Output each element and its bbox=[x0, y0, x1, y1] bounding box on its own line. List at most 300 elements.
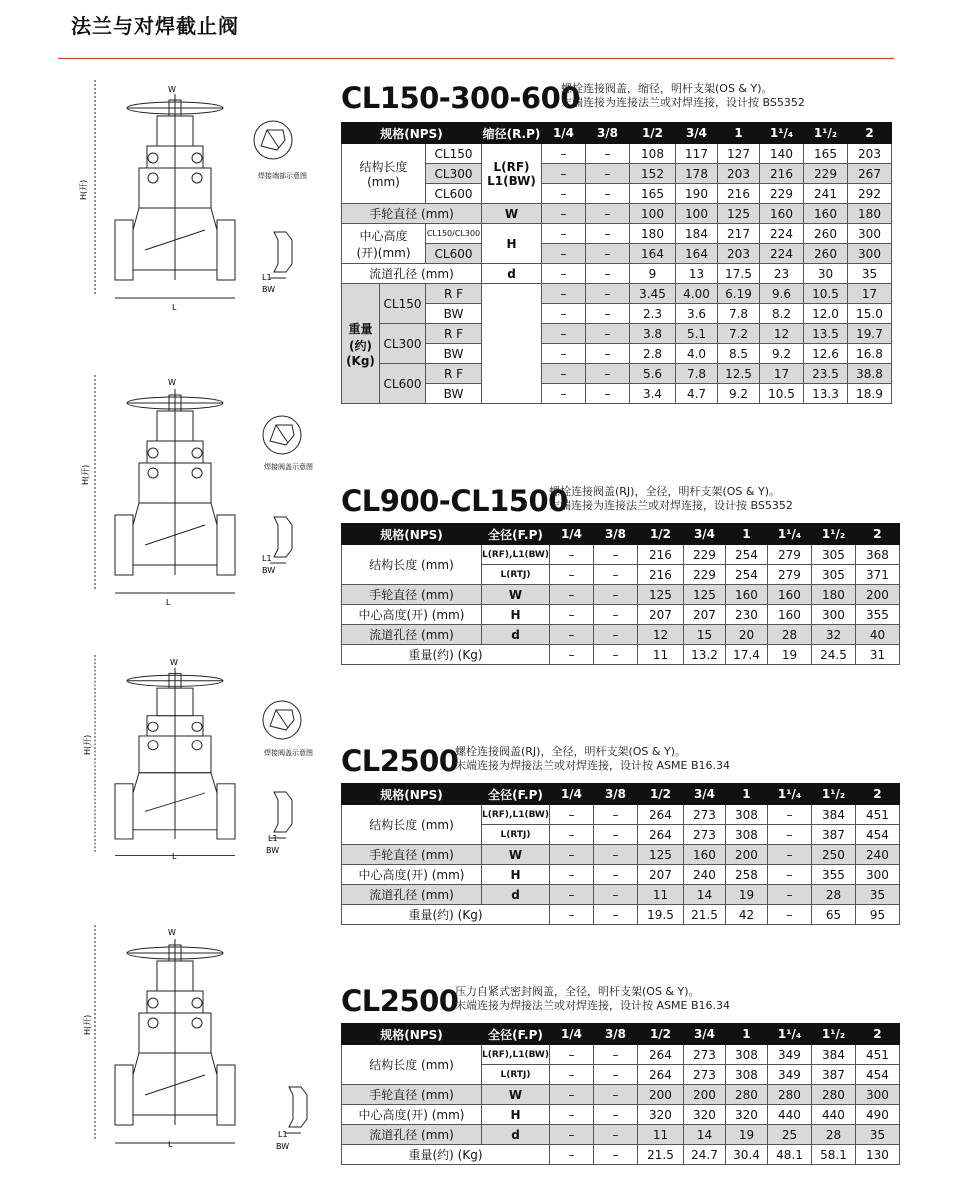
weld-note-label: 焊接阀盖示意图 bbox=[264, 749, 313, 757]
table-cell: 229 bbox=[683, 565, 725, 585]
table-cell: 3.8 bbox=[630, 324, 676, 344]
table-cell: 260 bbox=[804, 224, 848, 244]
header-size: 1 bbox=[718, 123, 760, 144]
dim-bw-label: BW bbox=[266, 846, 280, 855]
table-cell: 203 bbox=[718, 164, 760, 184]
table-cell: 手轮直径 (mm) bbox=[342, 1085, 482, 1105]
table-cell: 28 bbox=[811, 1125, 855, 1145]
table-row bbox=[342, 144, 892, 164]
header-cell: 2 bbox=[855, 524, 899, 545]
table-cell: – bbox=[549, 625, 593, 645]
header-cell: 3/8 bbox=[593, 784, 637, 805]
table-cell: 368 bbox=[855, 545, 899, 565]
table-cell: L(RTJ) bbox=[482, 565, 550, 585]
table-cell: d bbox=[482, 264, 542, 284]
table-cell: 9 bbox=[630, 264, 676, 284]
table-cell: 10.5 bbox=[804, 284, 848, 304]
model-title: CL900-CL1500 bbox=[341, 484, 568, 518]
table-cell: – bbox=[549, 865, 593, 885]
table-cell: 451 bbox=[855, 1045, 899, 1065]
valve-drawing-1 bbox=[0, 80, 330, 310]
table-cell: 100 bbox=[630, 204, 676, 224]
table-cell: 58.1 bbox=[811, 1145, 855, 1165]
table-cell: – bbox=[593, 565, 637, 585]
weld-note-label: 焊接端部示意图 bbox=[258, 172, 307, 180]
table-cell: 15.0 bbox=[848, 304, 892, 324]
table-cell: L(RF),L1(BW) bbox=[482, 805, 550, 825]
table-cell: 308 bbox=[725, 1045, 767, 1065]
header-cell: 1¹/₂ bbox=[811, 784, 855, 805]
row-label: 重量 (约) (Kg) bbox=[342, 284, 380, 404]
table-cell: 160 bbox=[804, 204, 848, 224]
table-cell: d bbox=[482, 625, 550, 645]
table-cell: 300 bbox=[811, 605, 855, 625]
table-cell: 28 bbox=[767, 625, 811, 645]
header-cell: 1¹/₂ bbox=[811, 524, 855, 545]
desc-line-2: 末端连接为连接法兰或对焊连接，设计按 BS5352 bbox=[549, 499, 793, 512]
table-cell: 30 bbox=[804, 264, 848, 284]
header-cell: 1 bbox=[725, 1024, 767, 1045]
table-cell: 140 bbox=[760, 144, 804, 164]
table-cell: H bbox=[482, 1105, 550, 1125]
header-cell: 1 bbox=[725, 784, 767, 805]
table-cell: – bbox=[586, 204, 630, 224]
table-cell: 中心高度(开) (mm) bbox=[342, 1105, 482, 1125]
table-cell: – bbox=[549, 1085, 593, 1105]
table-row bbox=[342, 905, 900, 925]
table-cell: 13.5 bbox=[804, 324, 848, 344]
table-cell: – bbox=[542, 344, 586, 364]
table-row bbox=[342, 585, 900, 605]
table-cell: 重量(约) (Kg) bbox=[342, 905, 550, 925]
table-cell: BW bbox=[426, 344, 482, 364]
table-row bbox=[342, 284, 892, 304]
table-cell: 300 bbox=[848, 244, 892, 264]
table-cell: 17.4 bbox=[725, 645, 767, 665]
page-title: 法兰与对焊截止阀 bbox=[71, 14, 239, 38]
table-cell: R F bbox=[426, 284, 482, 304]
header-cell: 全径(F.P) bbox=[482, 524, 550, 545]
table-cell: 9.2 bbox=[760, 344, 804, 364]
table-cell: – bbox=[586, 344, 630, 364]
table-cell: 308 bbox=[725, 805, 767, 825]
table-cell: – bbox=[549, 1145, 593, 1165]
table-cell: 320 bbox=[637, 1105, 683, 1125]
table-cell: 108 bbox=[630, 144, 676, 164]
table-cell: 264 bbox=[637, 1045, 683, 1065]
table-cell: 230 bbox=[725, 605, 767, 625]
table-cell: – bbox=[593, 545, 637, 565]
table-cell: 125 bbox=[718, 204, 760, 224]
table-cell: 12 bbox=[637, 625, 683, 645]
table-cell: 207 bbox=[683, 605, 725, 625]
table-cell: – bbox=[586, 364, 630, 384]
table-cell: 451 bbox=[855, 805, 899, 825]
table-cell: – bbox=[593, 585, 637, 605]
table-cell: 中心高度(开) (mm) bbox=[342, 865, 482, 885]
table-cell: 200 bbox=[683, 1085, 725, 1105]
table-cell: – bbox=[593, 805, 637, 825]
table-cell: 164 bbox=[630, 244, 676, 264]
table-cell: W bbox=[482, 585, 550, 605]
valve-drawing-2 bbox=[0, 375, 330, 605]
table-cell: – bbox=[586, 324, 630, 344]
table-cell: – bbox=[549, 645, 593, 665]
table-cell: 160 bbox=[767, 585, 811, 605]
header-cell: 1/2 bbox=[637, 784, 683, 805]
table-cell: 12 bbox=[760, 324, 804, 344]
table-cell: – bbox=[593, 1105, 637, 1125]
table-cell: 264 bbox=[637, 825, 683, 845]
table-cell: 279 bbox=[767, 545, 811, 565]
table-row bbox=[342, 1105, 900, 1125]
table-cell: 9.6 bbox=[760, 284, 804, 304]
table-cell: – bbox=[542, 144, 586, 164]
table-cell: – bbox=[542, 384, 586, 404]
table-row bbox=[342, 1085, 900, 1105]
table-row bbox=[342, 645, 900, 665]
table-cell: 490 bbox=[855, 1105, 899, 1125]
table-cell: 320 bbox=[683, 1105, 725, 1125]
table-cell: 165 bbox=[630, 184, 676, 204]
table-cell: 65 bbox=[811, 905, 855, 925]
table-cell: – bbox=[593, 885, 637, 905]
header-size: 3/8 bbox=[586, 123, 630, 144]
table-cell: – bbox=[767, 805, 811, 825]
table-cell: 流道孔径 (mm) bbox=[342, 885, 482, 905]
table-cell: 7.8 bbox=[676, 364, 718, 384]
table-cell: – bbox=[593, 825, 637, 845]
desc-line-1: 螺栓连接阀盖(RJ)，全径，明杆支架(OS & Y)。 bbox=[455, 745, 686, 758]
table-cell: 15 bbox=[683, 625, 725, 645]
class-label: CL600 bbox=[426, 244, 482, 264]
model-title: CL150-300-600 bbox=[341, 81, 580, 115]
table-cell: 6.19 bbox=[718, 284, 760, 304]
header-nps: 规格(NPS) bbox=[342, 123, 482, 144]
header-cell: 规格(NPS) bbox=[342, 784, 482, 805]
table-cell: W bbox=[482, 845, 550, 865]
class-label: CL150 bbox=[380, 284, 426, 324]
table-cell: – bbox=[542, 184, 586, 204]
table-cell: 280 bbox=[725, 1085, 767, 1105]
table-row bbox=[342, 545, 900, 565]
table-cell: W bbox=[482, 1085, 550, 1105]
table-cell: 38.8 bbox=[848, 364, 892, 384]
class-label: CL300 bbox=[426, 164, 482, 184]
table-cell: H bbox=[482, 224, 542, 264]
row-label: 结构长度 (mm) bbox=[342, 144, 426, 204]
table-cell: 264 bbox=[637, 805, 683, 825]
table-cell: – bbox=[593, 845, 637, 865]
table-cell: 320 bbox=[725, 1105, 767, 1125]
table-cell: 12.6 bbox=[804, 344, 848, 364]
table-cell: 30.4 bbox=[725, 1145, 767, 1165]
table-row bbox=[342, 224, 892, 244]
table-cell: 200 bbox=[855, 585, 899, 605]
class-label: CL300 bbox=[380, 324, 426, 364]
header-cell: 1/2 bbox=[637, 524, 683, 545]
table-cell: 355 bbox=[811, 865, 855, 885]
table-cell: 254 bbox=[725, 565, 767, 585]
table-cell: 结构长度 (mm) bbox=[342, 545, 482, 585]
table-cell: 中心高度(开) (mm) bbox=[342, 605, 482, 625]
table-cell: 7.2 bbox=[718, 324, 760, 344]
table-cell: 308 bbox=[725, 825, 767, 845]
table-cell: 3.6 bbox=[676, 304, 718, 324]
header-cell: 3/8 bbox=[593, 1024, 637, 1045]
row-label: 中心高度 (开)(mm) bbox=[342, 224, 426, 264]
model-title: CL2500 bbox=[341, 984, 459, 1018]
table-cell: 8.2 bbox=[760, 304, 804, 324]
dim-l1-label: L1 bbox=[262, 273, 272, 282]
table-cell: – bbox=[593, 1125, 637, 1145]
header-cell: 全径(F.P) bbox=[482, 1024, 550, 1045]
table-cell: 305 bbox=[811, 565, 855, 585]
table-cell: 160 bbox=[760, 204, 804, 224]
table-cell: 164 bbox=[676, 244, 718, 264]
table-cell: R F bbox=[426, 364, 482, 384]
table-cell: 2.8 bbox=[630, 344, 676, 364]
header-cell: 2 bbox=[855, 1024, 899, 1045]
dim-l-label: L bbox=[166, 598, 171, 605]
table-cell: 260 bbox=[804, 244, 848, 264]
table-cell: – bbox=[549, 805, 593, 825]
table-cell: – bbox=[593, 1065, 637, 1085]
table-cell: – bbox=[549, 565, 593, 585]
table-cell: 19.5 bbox=[637, 905, 683, 925]
table-cell: 手轮直径 (mm) bbox=[342, 585, 482, 605]
table-cell: 28 bbox=[811, 885, 855, 905]
table-row bbox=[342, 885, 900, 905]
table-cell: 250 bbox=[811, 845, 855, 865]
table-cell: 24.7 bbox=[683, 1145, 725, 1165]
table-cell: – bbox=[549, 605, 593, 625]
dim-h-label: H(开) bbox=[81, 464, 90, 485]
table-row bbox=[342, 605, 900, 625]
table-cell: – bbox=[586, 284, 630, 304]
table-cell: 200 bbox=[637, 1085, 683, 1105]
table-row bbox=[342, 805, 900, 825]
table-cell: 203 bbox=[848, 144, 892, 164]
table-cell: 180 bbox=[630, 224, 676, 244]
table-cell: 229 bbox=[760, 184, 804, 204]
table-cell: BW bbox=[426, 304, 482, 324]
header-cell: 1 bbox=[725, 524, 767, 545]
table-cell: – bbox=[549, 905, 593, 925]
table-cell: – bbox=[767, 845, 811, 865]
table-cell: – bbox=[586, 264, 630, 284]
weld-note-label: 焊接阀盖示意图 bbox=[264, 463, 313, 471]
dim-l1-label: L1 bbox=[268, 834, 278, 843]
dim-w-label: W bbox=[168, 85, 176, 94]
table-cell: 300 bbox=[855, 1085, 899, 1105]
table-cell: 10.5 bbox=[760, 384, 804, 404]
table-cell: – bbox=[542, 224, 586, 244]
table-cell: 454 bbox=[855, 825, 899, 845]
dim-w-label: W bbox=[170, 658, 178, 667]
header-cell: 3/4 bbox=[683, 1024, 725, 1045]
table-cell: – bbox=[549, 845, 593, 865]
table-cell: 13.3 bbox=[804, 384, 848, 404]
table-cell: – bbox=[767, 885, 811, 905]
table-cell: 117 bbox=[676, 144, 718, 164]
table-cell: 23 bbox=[760, 264, 804, 284]
table-cell: 160 bbox=[683, 845, 725, 865]
table-cell: d bbox=[482, 885, 550, 905]
table-cell: 17 bbox=[760, 364, 804, 384]
table-cell: 21.5 bbox=[637, 1145, 683, 1165]
dim-h-label: H(开) bbox=[79, 179, 88, 200]
table-cell: 240 bbox=[683, 865, 725, 885]
header-cell: 1¹/₄ bbox=[767, 784, 811, 805]
table-cell: 3.4 bbox=[630, 384, 676, 404]
table-cell: 25 bbox=[767, 1125, 811, 1145]
table-cell: 4.7 bbox=[676, 384, 718, 404]
table-cell: 349 bbox=[767, 1045, 811, 1065]
table-cell: 手轮直径 (mm) bbox=[342, 845, 482, 865]
table-cell: 35 bbox=[855, 1125, 899, 1145]
table-cell: 216 bbox=[637, 545, 683, 565]
table-cell: 11 bbox=[637, 645, 683, 665]
table-cell: – bbox=[549, 1065, 593, 1085]
table-cell: 流道孔径 (mm) bbox=[342, 1125, 482, 1145]
table-cell: 12.0 bbox=[804, 304, 848, 324]
table-cell: 19 bbox=[725, 1125, 767, 1145]
table-cell: 165 bbox=[804, 144, 848, 164]
table-cell: – bbox=[542, 244, 586, 264]
table-cell: 280 bbox=[767, 1085, 811, 1105]
table-cell: – bbox=[549, 1045, 593, 1065]
table-cell: 229 bbox=[683, 545, 725, 565]
table-cell: – bbox=[542, 364, 586, 384]
header-row bbox=[342, 123, 892, 144]
table-cell: 5.6 bbox=[630, 364, 676, 384]
table-cell: 152 bbox=[630, 164, 676, 184]
table-cell: – bbox=[542, 324, 586, 344]
table-cell: 40 bbox=[855, 625, 899, 645]
header-row bbox=[342, 1024, 900, 1045]
table-cell: – bbox=[586, 144, 630, 164]
table-cell: – bbox=[593, 865, 637, 885]
spec-table-1 bbox=[341, 122, 892, 404]
table-row bbox=[342, 364, 892, 384]
table-cell: 190 bbox=[676, 184, 718, 204]
table-cell: – bbox=[593, 1085, 637, 1105]
table-cell: 180 bbox=[848, 204, 892, 224]
desc-line-2: 末端连接为焊接法兰或对焊连接，设计按 ASME B16.34 bbox=[455, 999, 730, 1012]
table-cell: d bbox=[482, 1125, 550, 1145]
header-row bbox=[342, 524, 900, 545]
table-cell: 3.45 bbox=[630, 284, 676, 304]
header-cell: 1/4 bbox=[549, 524, 593, 545]
table-cell: 264 bbox=[637, 1065, 683, 1085]
table-cell: 2.3 bbox=[630, 304, 676, 324]
table-cell: – bbox=[549, 1125, 593, 1145]
table-cell: 9.2 bbox=[718, 384, 760, 404]
header-size: 1¹/₄ bbox=[760, 123, 804, 144]
table-cell: 454 bbox=[855, 1065, 899, 1085]
header-cell: 1/4 bbox=[549, 784, 593, 805]
table-cell: 17 bbox=[848, 284, 892, 304]
table-cell: – bbox=[586, 164, 630, 184]
header-cell: 全径(F.P) bbox=[482, 784, 550, 805]
table-cell: – bbox=[542, 264, 586, 284]
table-cell: 292 bbox=[848, 184, 892, 204]
table-cell: – bbox=[542, 284, 586, 304]
table-cell: 224 bbox=[760, 224, 804, 244]
table-cell: – bbox=[586, 304, 630, 324]
table-cell: – bbox=[767, 865, 811, 885]
class-label: CL150/CL300 bbox=[426, 224, 482, 244]
table-cell: 21.5 bbox=[683, 905, 725, 925]
table-cell: 结构长度 (mm) bbox=[342, 805, 482, 845]
title-divider bbox=[58, 58, 894, 59]
model-title: CL2500 bbox=[341, 744, 459, 778]
table-row bbox=[342, 264, 892, 284]
table-cell: – bbox=[549, 825, 593, 845]
dim-l-label: L bbox=[172, 303, 177, 310]
header-cell: 3/8 bbox=[593, 524, 637, 545]
desc-line-1: 压力自紧式密封阀盖，全径，明杆支架(OS & Y)。 bbox=[455, 985, 700, 998]
header-size: 1/4 bbox=[542, 123, 586, 144]
dim-l1-label: L1 bbox=[262, 554, 272, 563]
table-cell: 216 bbox=[760, 164, 804, 184]
table-cell: 273 bbox=[683, 1065, 725, 1085]
table-cell: 300 bbox=[848, 224, 892, 244]
table-cell: 19 bbox=[767, 645, 811, 665]
desc-line-2: 末端连接为焊接法兰或对焊连接，设计按 ASME B16.34 bbox=[455, 759, 730, 772]
table-cell: H bbox=[482, 865, 550, 885]
dim-h-label: H(开) bbox=[83, 1014, 92, 1035]
table-cell: 273 bbox=[683, 1045, 725, 1065]
table-cell: 254 bbox=[725, 545, 767, 565]
table-cell: 14 bbox=[683, 1125, 725, 1145]
table-cell: 160 bbox=[767, 605, 811, 625]
spec-table-4 bbox=[341, 1023, 900, 1165]
table-cell: 184 bbox=[676, 224, 718, 244]
table-cell: 207 bbox=[637, 865, 683, 885]
class-label: CL150 bbox=[426, 144, 482, 164]
header-size: 1¹/₂ bbox=[804, 123, 848, 144]
table-cell: BW bbox=[426, 384, 482, 404]
table-cell: 387 bbox=[811, 825, 855, 845]
table-cell: 229 bbox=[804, 164, 848, 184]
table-cell: – bbox=[549, 1105, 593, 1125]
table-cell: 125 bbox=[637, 845, 683, 865]
table-cell: 24.5 bbox=[811, 645, 855, 665]
header-cell: 规格(NPS) bbox=[342, 524, 482, 545]
table-cell: 35 bbox=[848, 264, 892, 284]
table-cell: 160 bbox=[725, 585, 767, 605]
header-cell: 2 bbox=[855, 784, 899, 805]
table-cell: 13 bbox=[676, 264, 718, 284]
table-cell: – bbox=[586, 184, 630, 204]
table-cell: L(RTJ) bbox=[482, 825, 550, 845]
table-cell: 130 bbox=[855, 1145, 899, 1165]
table-cell: – bbox=[593, 605, 637, 625]
header-size: 1/2 bbox=[630, 123, 676, 144]
table-cell: 280 bbox=[811, 1085, 855, 1105]
table-row bbox=[342, 1145, 900, 1165]
table-cell: 125 bbox=[637, 585, 683, 605]
table-cell: 384 bbox=[811, 805, 855, 825]
table-cell: 273 bbox=[683, 805, 725, 825]
header-cell: 3/4 bbox=[683, 784, 725, 805]
table-cell: – bbox=[767, 905, 811, 925]
table-cell: 48.1 bbox=[767, 1145, 811, 1165]
table-cell: 4.00 bbox=[676, 284, 718, 304]
table-cell: 12.5 bbox=[718, 364, 760, 384]
